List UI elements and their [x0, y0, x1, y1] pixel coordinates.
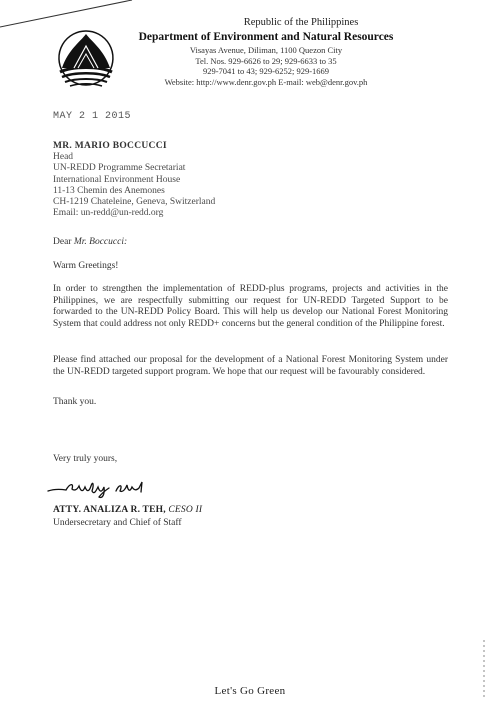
letterhead-phone-line: 929-7041 to 43; 929-6252; 929-1669: [202, 66, 330, 77]
salutation: [53, 237, 127, 247]
body-paragraph: Please find attached our proposal for the development of a National Forest Monitoring System under the UN-REDD targeted support program. We hope that our request will be favourably considered.: [53, 355, 448, 377]
thank-you-line: Thank you.: [53, 397, 97, 407]
closing-line: Very truly yours,: [53, 454, 118, 464]
letterhead-department: Department of Environment and Natural Resources: [138, 30, 394, 43]
scan-corner-line: [0, 0, 140, 30]
recipient-email: Email: un-redd@un-redd.org: [53, 208, 164, 219]
salutation-name: Mr. Boccucci:: [73, 237, 128, 247]
letterhead-web-line: Website: http://www.denr.gov.ph E-mail: web@denr.gov.ph: [164, 76, 368, 87]
recipient-name: MR. MARIO BOCCUCCI: [53, 141, 167, 151]
signatory-name-text: ATTY. ANALIZA R. TEH,: [53, 505, 169, 515]
signatory-title: Undersecretary and Chief of Staff: [53, 518, 182, 528]
letterhead-republic: Republic of the Philippines: [243, 17, 359, 28]
salutation-prefix: Dear: [53, 237, 74, 247]
letterhead: [120, 18, 412, 88]
greeting: Warm Greetings!: [53, 261, 119, 271]
recipient-street: 11-13 Chemin des Anemones: [53, 185, 165, 196]
denr-logo-icon: [56, 28, 116, 90]
date-stamp: MAY 2 1 2015: [53, 111, 132, 122]
letterhead-address-line: Visayas Avenue, Diliman, 1100 Quezon City: [189, 45, 343, 55]
signatory-suffix: CESO II: [168, 505, 203, 515]
body-paragraph: In order to strengthen the implementation of REDD-plus programs, projects and activities in the Philippines, we are respectfully submitting our request for UN-REDD Targeted Support to be forwarded to the UN-REDD Policy Board. This will help us develop our National Forest Monitoring System that could address not only REDD+ concerns but the general condition of the Philippine forest.: [53, 284, 448, 329]
recipient-city: CH-1219 Chateleine, Geneva, Switzerland: [53, 197, 216, 208]
letterhead-phone-line: Tel. Nos. 929-6626 to 29; 929-6633 to 35: [195, 55, 337, 66]
signatory-name: [53, 505, 202, 515]
handwritten-signature: [46, 476, 156, 500]
letterhead-address: [120, 45, 412, 88]
recipient-organization: UN-REDD Programme Secretariat: [53, 163, 186, 174]
recipient-building: International Environment House: [53, 174, 181, 185]
recipient-block: [53, 141, 215, 219]
recipient-title: Head: [53, 152, 74, 163]
footer-slogan: Let's Go Green: [214, 685, 286, 697]
